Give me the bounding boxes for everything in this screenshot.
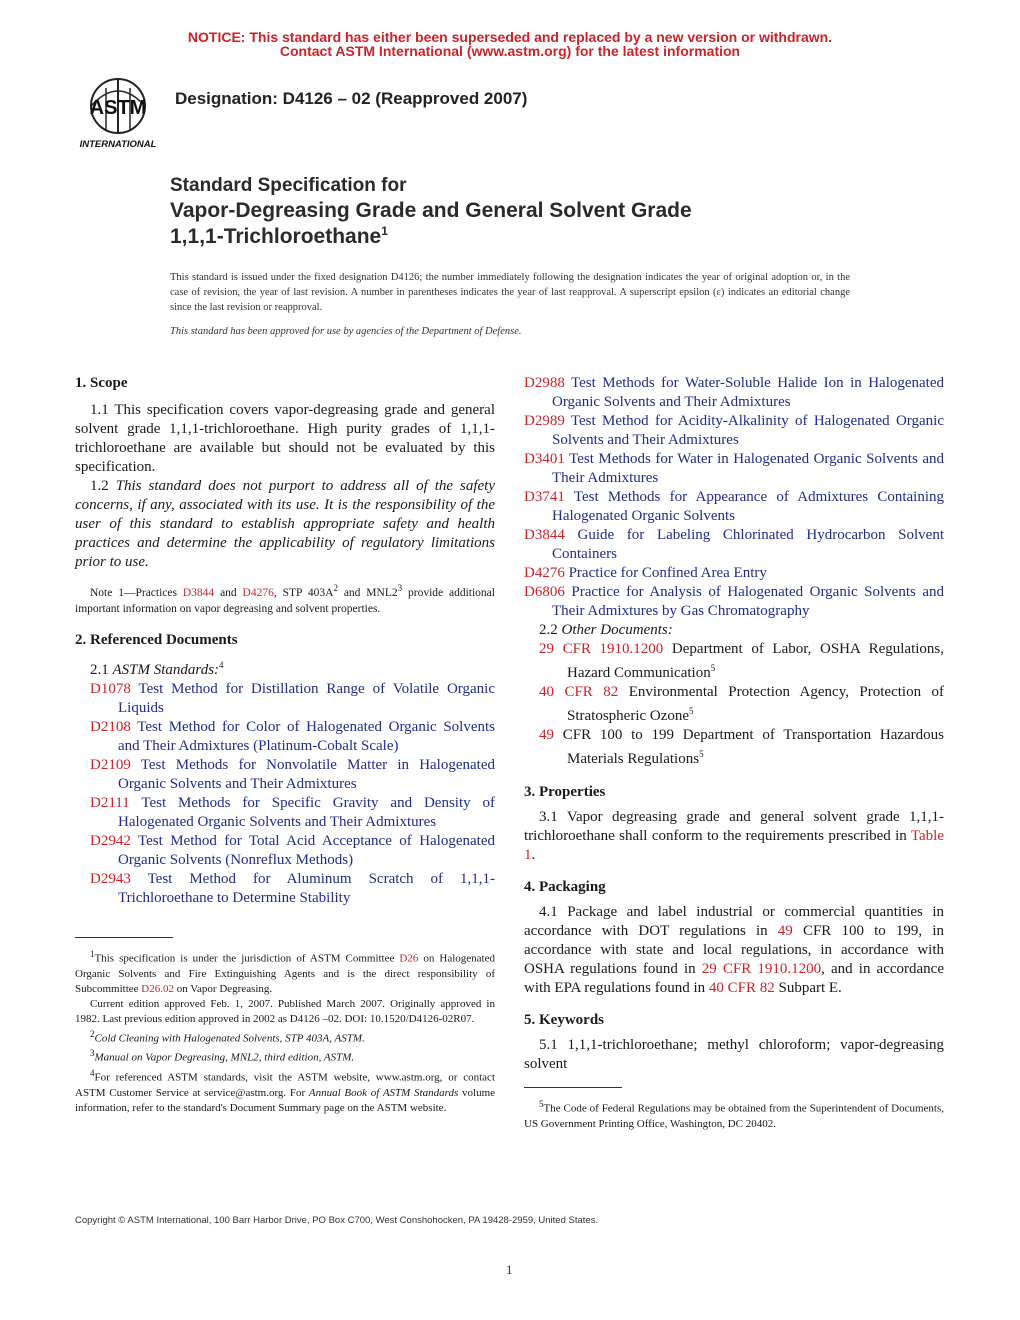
- right-ref-list: [509, 374, 944, 621]
- reference-title: Environmental Protection Agency, Protection of Stratospheric Ozone: [567, 684, 945, 724]
- scope-1-2: 1.2 This standard does not purport to address all of the safety concerns, if any, associated with its use. It is the responsibility of the user of this standard to establish appropriate safety and health practices and determine the applicability of regulatory limitations prior to use.: [75, 478, 496, 570]
- reference-title-link[interactable]: Practice for Confined Area Entry: [568, 565, 767, 581]
- reference-title-link[interactable]: Test Methods for Specific Gravity and Density of Halogenated Organic Solvents and Their Admixtures: [118, 794, 495, 830]
- reference-title-link[interactable]: Test Method for Color of Halogenated Organic Solvents and Their Admixtures (Platinum-Cobalt Scale): [118, 718, 496, 754]
- note-1: Note 1—Practices D3844 and D4276, STP $403A^2$ and $MNL2^3$ provide additional important information on vapor degreasing and solvent properties.: [75, 583, 495, 615]
- reference-item: [90, 794, 495, 832]
- reference-item: [524, 583, 944, 621]
- scope-heading: 1. Scope: [75, 375, 128, 391]
- footnotes-left: [75, 947, 495, 1116]
- title-line-3: 1,1,1-Trichloroethane$^1$: [170, 224, 388, 248]
- packaging-4-1: 4.1 Package and label industrial or commercial quantities in accordance with DOT regulations in 49 CFR 100 to 199, in accordance with state and local regulations, in accordance with OSHA regulations found in 29 CFR 1910.1200, and in accordance with EPA regulations found in 40 CFR 82 Subpart E.: [524, 904, 945, 996]
- reference-code-link[interactable]: D2111: [90, 794, 130, 811]
- footnote-4: $^4$For referenced ASTM standards, visit the ASTM website, www.astm.org, or contact ASTM Customer Service at service@astm.org. For Annual Book of ASTM Standards volume information, refer to the standard's Document Summary page on the ASTM website.: [75, 1067, 496, 1114]
- reference-item: [524, 564, 944, 583]
- reference-code-link[interactable]: D3844: [524, 527, 565, 543]
- title-line-2: Vapor-Degreasing Grade and General Solvent Grade: [170, 199, 692, 222]
- reference-item: 49 CFR 100 to 199 Department of Transportation Hazardous Materials Regulations$^5$: [539, 727, 945, 767]
- reference-item: [524, 412, 944, 450]
- referenced-heading: 2. Referenced Documents: [75, 631, 238, 648]
- footnote-3: $^3$Manual on Vapor Degreasing, MNL2, third edition, ASTM.: [90, 1048, 355, 1064]
- reference-item: [524, 488, 944, 526]
- left-ref-list: [75, 680, 495, 908]
- reference-title-link[interactable]: Test Method for Distillation Range of Volatile Organic Liquids: [118, 680, 495, 716]
- right-column: [524, 374, 944, 1074]
- link-49[interactable]: 49: [777, 923, 793, 939]
- link-29-cfr[interactable]: 29 CFR 1910.1200: [701, 961, 822, 977]
- footnotes-right: [524, 1097, 944, 1132]
- scope-1-1: 1.1 This specification covers vapor-degreasing grade and general solvent grade 1,1,1-trichloroethane. High purity grades of 1,1,1-trichloroethane are available but should not be evaluated by this specification.: [75, 402, 495, 475]
- link-40-cfr[interactable]: 40 CFR 82: [708, 980, 775, 996]
- reference-code-link[interactable]: D2109: [90, 756, 131, 773]
- reference-code-link[interactable]: D3401: [524, 451, 565, 467]
- reference-title: CFR 100 to 199 Department of Transportation Hazardous Materials Regulations: [562, 727, 945, 767]
- reference-title-link[interactable]: Guide for Labeling Chlorinated Hydrocarbon Solvent Containers: [552, 527, 944, 562]
- left-column: [75, 374, 495, 908]
- footnote-rule-left: [75, 937, 173, 938]
- reference-item: 40 CFR 82 Environmental Protection Agency, Protection of Stratospheric Ozone$^5$: [539, 684, 945, 724]
- footnote-2: $^2$Cold Cleaning with Halogenated Solvents, STP 403A, ASTM.: [90, 1028, 365, 1045]
- link-table-1[interactable]: Table 1: [524, 828, 944, 863]
- link-d26-02[interactable]: D26.02: [141, 982, 174, 995]
- packaging-heading: 4. Packaging: [524, 879, 606, 895]
- title-line-1: Standard Specification for: [170, 175, 407, 196]
- reference-title: Department of Labor, OSHA Regulations, Hazard Communication: [567, 641, 945, 681]
- reference-item: [524, 374, 944, 412]
- link-d4276[interactable]: D4276: [242, 586, 274, 599]
- reference-item: [90, 756, 495, 794]
- other-documents-label: 2.2 Other Documents:: [539, 622, 673, 638]
- link-d3844[interactable]: D3844: [182, 586, 215, 599]
- reference-item: [524, 450, 944, 488]
- notice-line-1: NOTICE: This standard has either been superseded and replaced by a new version or withdrawn.: [187, 29, 833, 45]
- reference-item: [90, 718, 495, 756]
- footnote-1: $^1$This specification is under the jurisdiction of ASTM Committee D26 on Halogenated Organic Solvents and Fire Extinguishing Agents and is the direct responsibility of Subcommittee D26.02 on Vapor Degreasing.: [75, 949, 495, 995]
- reference-item: [90, 832, 495, 870]
- reference-title-link[interactable]: Test Methods for Water-Soluble Halide Ion in Halogenated Organic Solvents and Their Admixtures: [552, 375, 944, 410]
- svg-text:INTERNATIONAL: INTERNATIONAL: [79, 139, 157, 150]
- copyright: Copyright © ASTM International, 100 Barr Harbor Drive, PO Box C700, West Conshohocken, PA 19428-2959, United States.: [75, 1215, 599, 1226]
- reference-code-link[interactable]: D6806: [524, 584, 565, 600]
- reference-title-link[interactable]: Test Method for Total Acid Acceptance of Halogenated Organic Solvents (Nonreflux Methods): [118, 832, 495, 868]
- keywords-5-1: 5.1 1,1,1-trichloroethane; methyl chloroform; vapor-degreasing solvent: [524, 1037, 944, 1072]
- designation: Designation: D4126 – 02 (Reapproved 2007): [175, 89, 528, 108]
- other-ref-list: [524, 640, 944, 769]
- issued-statement: This standard is issued under the fixed designation D4126; the number immediately following the designation indicates the year of original adoption or, in the case of revision, the year of last revision. A number in parentheses indicates the year of last reapproval. A superscript epsilon (ε) indicates an editorial change since the last revision or reapproval.: [170, 272, 850, 313]
- astm-logo-icon: [76, 76, 162, 152]
- reference-title-link[interactable]: Test Methods for Nonvolatile Matter in Halogenated Organic Solvents and Their Admixtures: [118, 756, 495, 792]
- reference-title-link[interactable]: Test Methods for Water in Halogenated Organic Solvents and Their Admixtures: [552, 451, 944, 486]
- reference-code-link[interactable]: D4276: [524, 565, 565, 581]
- reference-code-link[interactable]: D1078: [90, 680, 131, 697]
- footnote-rule-right: [524, 1087, 622, 1088]
- reference-item: 29 CFR 1910.1200 Department of Labor, OSHA Regulations, Hazard Communication$^5$: [539, 641, 945, 681]
- link-d26[interactable]: D26: [399, 952, 419, 965]
- reference-code-link[interactable]: 40 CFR 82: [539, 684, 619, 700]
- properties-heading: 3. Properties: [524, 784, 606, 800]
- reference-code-link[interactable]: D2988: [524, 375, 565, 391]
- svg-text:ASTM: ASTM: [89, 97, 147, 119]
- reference-title-link[interactable]: Test Methods for Appearance of Admixtures Containing Halogenated Organic Solvents: [552, 489, 945, 524]
- footnote-1-current: Current edition approved Feb. 1, 2007. Published March 2007. Originally approved in 1982. Last previous edition approved in 2002 as D4126 –02. DOI: 10.1520/D4126-02R07.: [75, 997, 495, 1025]
- reference-code-link[interactable]: D2942: [90, 832, 131, 849]
- reference-code-link[interactable]: D2108: [90, 718, 131, 735]
- reference-item: [90, 680, 495, 718]
- reference-title-link[interactable]: Practice for Analysis of Halogenated Organic Solvents and Their Admixtures by Gas Chromatography: [552, 584, 945, 619]
- reference-code-link[interactable]: D2989: [524, 413, 565, 429]
- notice-line-2: Contact ASTM International (www.astm.org) for the latest information: [279, 43, 741, 59]
- reference-code-link[interactable]: D3741: [524, 489, 565, 505]
- reference-item: [524, 526, 944, 564]
- reference-title-link[interactable]: Test Method for Aluminum Scratch of 1,1,1-Trichloroethane to Determine Stability: [118, 870, 496, 906]
- reference-item: [90, 870, 495, 908]
- astm-logo: [76, 76, 162, 152]
- reference-code-link[interactable]: 29 CFR 1910.1200: [539, 641, 664, 657]
- keywords-heading: 5. Keywords: [524, 1012, 604, 1028]
- reference-title-link[interactable]: Test Method for Acidity-Alkalinity of Halogenated Organic Solvents and Their Admixtures: [552, 413, 944, 448]
- footnote-5: $^5$The Code of Federal Regulations may be obtained from the Superintendent of Documents, US Government Printing Office, Washington, DC 20402.: [524, 1099, 944, 1130]
- reference-code-link[interactable]: 49: [539, 727, 554, 743]
- astm-standards-label: 2.1 ASTM Standards:$^4$: [90, 659, 224, 678]
- reference-code-link[interactable]: D2943: [90, 870, 131, 887]
- page-number: 1: [506, 1262, 513, 1277]
- dod-approval: This standard has been approved for use by agencies of the Department of Defense.: [170, 326, 522, 337]
- properties-3-1: 3.1 Vapor degreasing grade and general solvent grade 1,1,1-trichloroethane shall conform to the requirements prescribed in Table 1.: [524, 809, 944, 863]
